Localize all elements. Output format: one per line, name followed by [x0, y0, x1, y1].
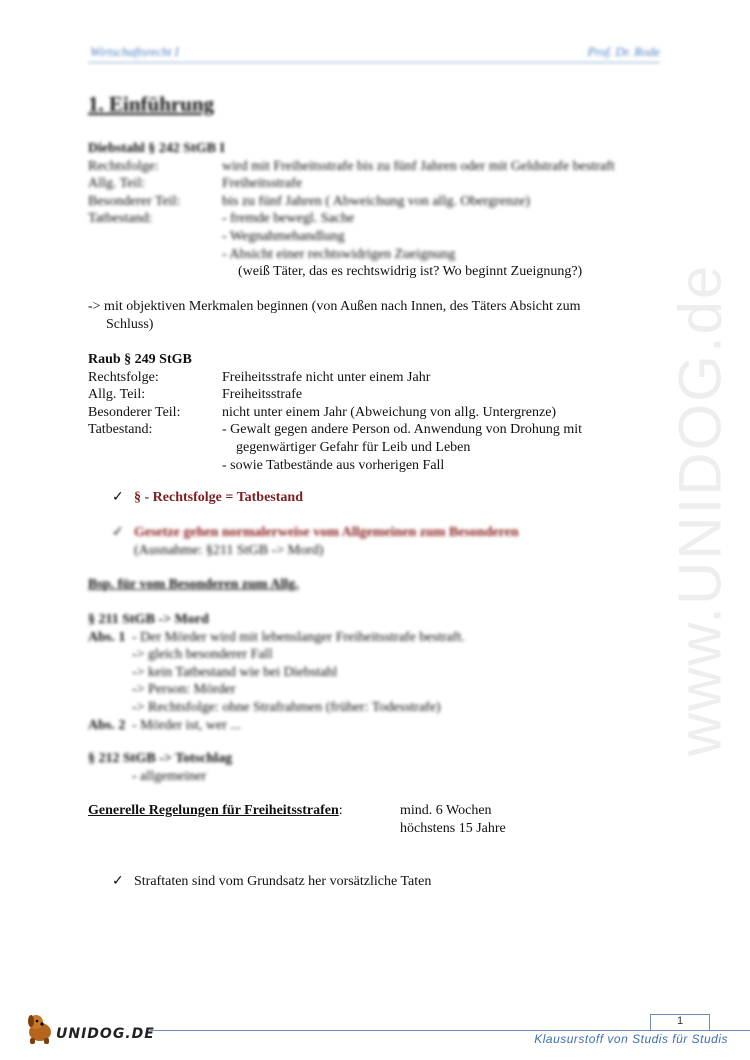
mord-heading: § 211 StGB -> Mord [88, 612, 209, 627]
raub-heading: Raub § 249 StGB [88, 352, 192, 367]
diebstahl-row: Besonderer Teil: bis zu fünf Jahren ( Abweichung von allg. Obergrenze) [88, 193, 531, 209]
header-professor: Prof. Dr. Rode [587, 45, 660, 59]
footer-slogan: Klausurstoff von Studis für Studis [534, 1032, 728, 1046]
document-page: www.UNIDOG.de Wirtschaftsrecht I Prof. Dr. Rode 1. Einführung Diebstahl § 242 StGB I Rechtsfolge: wird mit Freiheitsstrafe bis zu fünf Jahren oder mit Geldstrafe bestraft Allg. Teil: Freiheitsstrafe Besonderer Teil: bis zu fünf Jahren ( Abweichung von allg. Obergrenze) Tatbestand: - fremde bewegl. Sache - Wegnahmehandlung - Absicht einer rechtswidrigen Zueignung (weiß Täter, das es rechtswidrig ist? Wo beginnt Zueignung?) -> mit objektiven Merkmalen beginnen (von Außen nach Innen, des Täters Absicht zum Schluss) Raub § 249 StGB Rechtsfolge: Freiheitsstrafe nicht unter einem Jahr Allg. Teil: Freiheitsstrafe Besonderer Teil: nicht unter einem Jahr (Abweichung von allg. Untergrenze) Tatbestand: - Gewalt gegen andere Person od. Anwendung von Drohung mit gegenwärtiger Gefahr für Leib und Leben - sowie Tatbestände aus vorherigen Fall ✓ § - Rechtsfolge = Tatbestand ✓ Gesetze gehen normalerweise vom Allgemeinen zum Besonderen (Ausnahme: §211 StGB -> Mord) Bsp. für vom Besonderen zum Allg. § 211 StGB -> Mord Abs. 1 - Der Mörder wird mit lebenslanger Freiheitsstrafe bestraft. -> gleich besonderer Fall -> kein Tatbestand wie bei Diebstahl -> Person: Mörder -> Rechtsfolge: ohne Strafrahmen (früher: Todesstrafe) Abs. 2 - Mörder ist, wer ... § 212 StGB -> Totschlag - allgemeiner Generelle Regelungen für Freiheitsstrafen: mind. 6 Wochen höchstens 15 Jahre ✓ Straftaten sind vom Grundsatz her vorsätzliche Taten UNIDOG.DE 1 Klausurstoff von Studis für Studis [0, 0, 750, 1060]
merkmale-line2: Schluss) [106, 316, 154, 332]
diebstahl-block [88, 140, 615, 263]
unidog-logo: UNIDOG.DE [22, 1008, 162, 1052]
diebstahl-row: Rechtsfolge: wird mit Freiheitsstrafe bis zu fünf Jahren oder mit Geldstrafe bestraft [88, 158, 615, 174]
diebstahl-row: Allg. Teil: Freiheitsstrafe [88, 176, 303, 192]
page-number: 1 [650, 1014, 710, 1031]
raub-row: Tatbestand: - Gewalt gegen andere Person od. Anwendung von Drohung mit [88, 422, 583, 438]
generelle-max: höchstens 15 Jahre [400, 820, 506, 836]
checkmark-icon: ✓ [112, 525, 124, 540]
bsp-heading-block [88, 576, 299, 594]
totschlag-block: § 212 StGB -> Totschlag - allgemeiner [88, 751, 233, 784]
merkmale-note [88, 298, 648, 333]
raub-row: Rechtsfolge: Freiheitsstrafe nicht unter einem Jahr [88, 369, 431, 385]
diebstahl-row: - Absicht einer rechtswidrigen Zueignung [222, 246, 456, 262]
diebstahl-row: Tatbestand: - fremde bewegl. Sache [88, 211, 355, 227]
raub-row: Besonderer Teil: nicht unter einem Jahr (Abweichung von allg. Untergrenze) [88, 404, 557, 420]
diebstahl-heading: Diebstahl § 242 StGB I [88, 141, 225, 156]
checkmark-icon: ✓ [112, 490, 124, 505]
merkmale-line1: -> mit objektiven Merkmalen beginnen (von Außen nach Innen, des Täters Absicht zum [88, 299, 581, 314]
header-course: Wirtschaftsrecht I [90, 45, 179, 59]
generelle-label: Generelle Regelungen für Freiheitsstrafen [88, 803, 339, 818]
diebstahl-question: (weiß Täter, das es rechtswidrig ist? Wo beginnt Zueignung?) [238, 264, 583, 279]
page-header [88, 44, 660, 63]
totschlag-heading: § 212 StGB -> Totschlag [88, 751, 233, 766]
watermark: www.UNIDOG.de [666, 263, 734, 757]
raub-row: - sowie Tatbestände aus vorherigen Fall [222, 457, 445, 473]
raub-row: gegenwärtiger Gefahr für Leib und Leben [236, 439, 471, 455]
diebstahl-row: - Wegnahmehandlung [222, 228, 345, 244]
footer-divider [150, 1030, 750, 1031]
check-rechtsfolge: ✓ § - Rechtsfolge = Tatbestand [112, 490, 303, 505]
check-straftaten: ✓ Straftaten sind vom Grundsatz her vorsätzliche Taten [112, 874, 432, 889]
check-gesetze: ✓ Gesetze gehen normalerweise vom Allgemeinen zum Besonderen [112, 525, 519, 540]
section-title: 1. Einführung [88, 92, 215, 116]
checkmark-icon: ✓ [112, 874, 124, 889]
raub-row: Allg. Teil: Freiheitsstrafe [88, 387, 303, 403]
check-gesetze-sub: (Ausnahme: §211 StGB -> Mord) [134, 543, 324, 558]
generelle-min: mind. 6 Wochen [400, 803, 492, 818]
mord-block: § 211 StGB -> Mord Abs. 1 - Der Mörder wird mit lebenslanger Freiheitsstrafe bestraft. -> gleich besonderer Fall -> kein Tatbestand wie bei Diebstahl -> Person: Mörder -> Rechtsfolge: ohne Strafrahmen (früher: Todesstrafe) Abs. 2 - Mörder ist, wer ... [88, 612, 465, 733]
bsp-heading: Bsp. für vom Besonderen zum Allg. [88, 577, 299, 592]
raub-block [88, 351, 583, 474]
